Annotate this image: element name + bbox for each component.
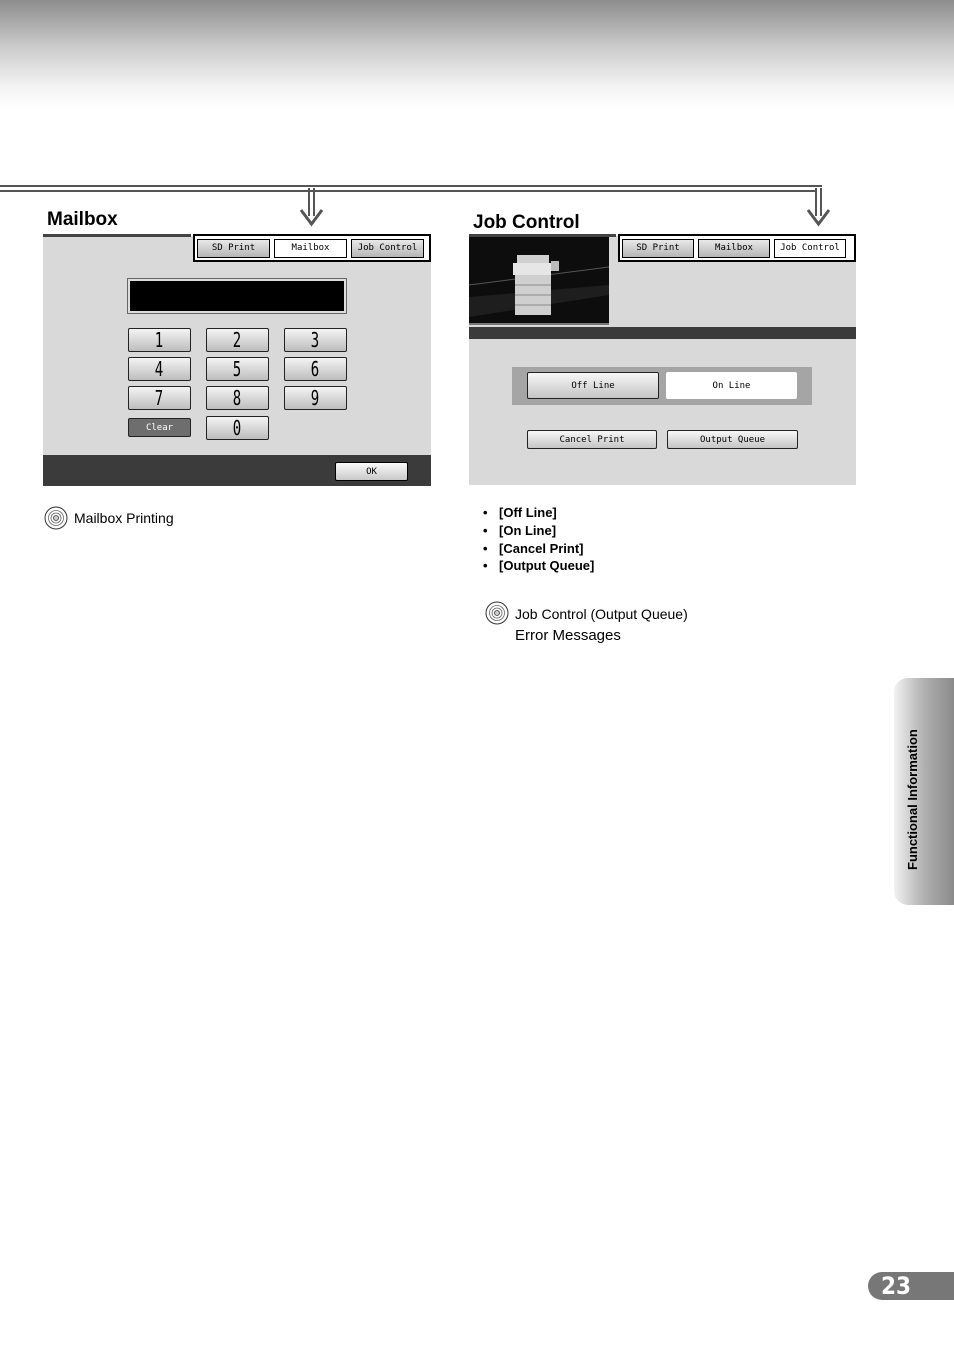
connector-line bbox=[0, 190, 816, 192]
off-line-button[interactable]: Off Line bbox=[527, 372, 659, 399]
tab-job-control[interactable]: Job Control bbox=[351, 239, 424, 258]
key-label: 9 bbox=[311, 386, 320, 410]
arrow-down-icon bbox=[298, 186, 324, 232]
keypad-key-4[interactable] bbox=[128, 357, 191, 381]
keypad-key-7[interactable] bbox=[128, 386, 191, 410]
output-queue-button[interactable]: Output Queue bbox=[667, 430, 798, 449]
mailbox-title: Mailbox bbox=[47, 209, 118, 230]
list-item-text: [On Line] bbox=[499, 523, 557, 539]
header-gradient-band bbox=[0, 0, 954, 110]
keypad-key-5[interactable] bbox=[206, 357, 269, 381]
list-item-text: [Output Queue] bbox=[499, 558, 595, 574]
key-label: 2 bbox=[233, 328, 242, 352]
job-control-reference-text: Job Control (Output Queue) bbox=[515, 606, 688, 622]
keypad-key-9[interactable] bbox=[284, 386, 347, 410]
key-label: 7 bbox=[155, 386, 164, 410]
key-label: 8 bbox=[233, 386, 242, 410]
list-item: • [Cancel Print] bbox=[483, 540, 584, 556]
cd-rom-icon bbox=[44, 506, 68, 530]
keypad-key-3[interactable] bbox=[284, 328, 347, 352]
tab-sd-print[interactable]: SD Print bbox=[622, 239, 694, 258]
page-number: 23 bbox=[868, 1272, 954, 1300]
list-item: • [Output Queue] bbox=[483, 558, 595, 574]
keypad-key-2[interactable] bbox=[206, 328, 269, 352]
clear-button[interactable]: Clear bbox=[128, 418, 191, 437]
mailbox-number-display bbox=[128, 279, 346, 313]
tab-mailbox[interactable]: Mailbox bbox=[274, 239, 347, 258]
section-side-tab bbox=[894, 678, 954, 905]
key-label: 6 bbox=[311, 357, 320, 381]
keypad-key-8[interactable] bbox=[206, 386, 269, 410]
keypad-key-0[interactable] bbox=[206, 416, 269, 440]
on-line-button[interactable]: On Line bbox=[666, 372, 797, 399]
cd-rom-icon bbox=[485, 601, 509, 625]
list-item: • [Off Line] bbox=[483, 505, 557, 521]
printer-image bbox=[469, 237, 609, 325]
key-label: 5 bbox=[233, 357, 242, 381]
list-item-text: [Off Line] bbox=[499, 505, 557, 521]
job-control-tab-bar bbox=[618, 234, 856, 262]
job-control-title: Job Control bbox=[473, 212, 580, 233]
list-item: • [On Line] bbox=[483, 523, 557, 539]
keypad-key-6[interactable] bbox=[284, 357, 347, 381]
tab-job-control[interactable]: Job Control bbox=[774, 239, 846, 258]
mailbox-reference-text: Mailbox Printing bbox=[74, 510, 174, 526]
list-item-text: [Cancel Print] bbox=[499, 540, 584, 556]
tab-mailbox[interactable]: Mailbox bbox=[698, 239, 770, 258]
keypad-key-1[interactable] bbox=[128, 328, 191, 352]
key-label: 3 bbox=[311, 328, 320, 352]
arrow-down-icon bbox=[805, 186, 831, 232]
job-control-bullet-list bbox=[483, 504, 594, 575]
side-tab-label: Functional Information bbox=[905, 729, 920, 870]
ok-button[interactable]: OK bbox=[335, 462, 408, 481]
key-label: 1 bbox=[155, 328, 164, 352]
mailbox-topline bbox=[43, 234, 191, 237]
job-control-divider-bar bbox=[469, 327, 856, 339]
error-messages-text: Error Messages bbox=[515, 627, 621, 644]
connector-line bbox=[0, 185, 822, 187]
key-label: 0 bbox=[233, 416, 242, 440]
tab-sd-print[interactable]: SD Print bbox=[197, 239, 270, 258]
mailbox-tab-bar bbox=[193, 234, 431, 262]
cancel-print-button[interactable]: Cancel Print bbox=[527, 430, 657, 449]
key-label: 4 bbox=[155, 357, 164, 381]
